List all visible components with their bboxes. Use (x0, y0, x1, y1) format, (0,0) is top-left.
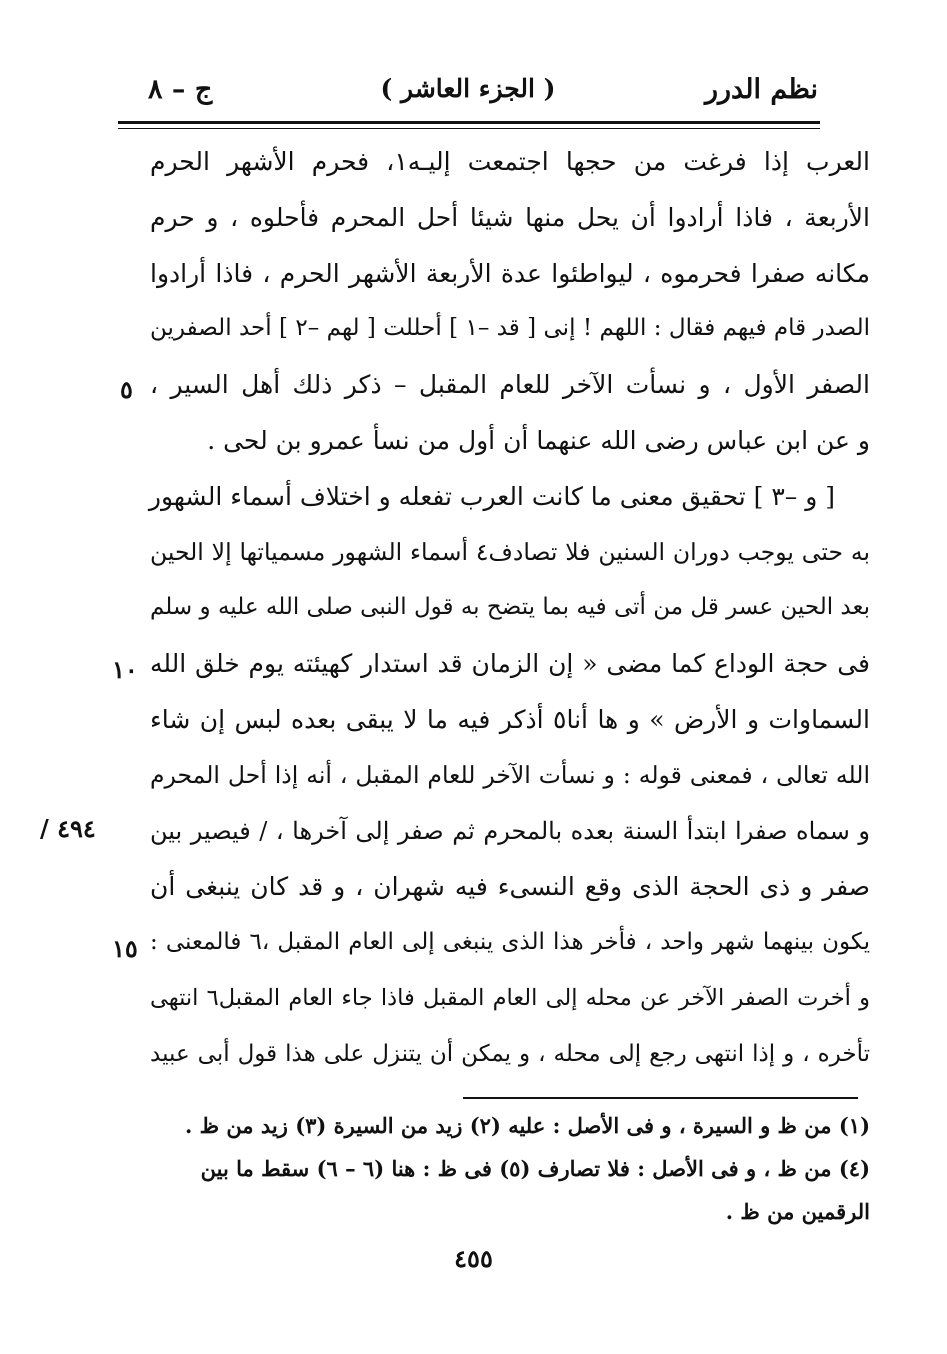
main-text (150, 134, 870, 1083)
text-line: صفر و ذى الحجة الذى وقع النسىء فيه شهران ، و قد كان ينبغى أن (150, 872, 870, 902)
text-line: به حتى يوجب دوران السنين فلا تصادف٤ أسماء الشهور مسمياتها إلا الحين (150, 537, 870, 566)
text-line: يكون بينهما شهر واحد ، فأخر هذا الذى ينبغى إلى العام المقبل ،٦ فالمعنى : (150, 929, 870, 956)
text-line: الأربعة ، فاذا أرادوا أن يحل منها شيئا أحل المحرم فأحلوه ، و حرم (150, 202, 870, 232)
footnote-line: (٤) من ظ ، و فى الأصل : فلا تصارف (٥) فى ظ : هنا (٦ – ٦) سقط ما بين (200, 1156, 870, 1181)
text-line: الصدر قام فيهم فقال : اللهم ! إنى [ قد –١ ] أحللت [ لهم –٢ ] أحد الصفرين (150, 315, 871, 342)
margin-manuscript-reference: ٤٩٤ / (40, 814, 96, 843)
text-line: فى حجة الوداع كما مضى « إن الزمان قد استدار كهيئته يوم خلق الله (150, 649, 870, 679)
text-line: تأخره ، و إذا انتهى رجع إلى محله ، و يمكن أن يتنزل على هذا قول أبى عبيد (150, 1040, 870, 1067)
book-title: نظم الدرر (704, 74, 818, 105)
text-line: السماوات و الأرض » و ها أنا٥ أذكر فيه ما لا يبقى بعده لبس إن شاء (150, 704, 870, 734)
section-title: ( الجزء العاشر ) (380, 74, 556, 103)
text-line: الصفر الأول ، و نسأت الآخر للعام المقبل – ذكر ذلك أهل السير ، (150, 370, 870, 400)
header-rule-thick (118, 121, 820, 124)
text-line: و أخرت الصفر الآخر عن محله إلى العام المقبل فاذا جاء العام المقبل٦ انتهى (150, 984, 870, 1011)
text-line: العرب إذا فرغت من حجها اجتمعت إليـه١، فحرم الأشهر الحرم (150, 147, 870, 176)
line-number-10: ١٠ (112, 655, 138, 684)
text-line: [ و –٣ ] تحقيق معنى ما كانت العرب تفعله و اختلاف أسماء الشهور (148, 481, 835, 511)
text-line: و عن ابن عباس رضى الله عنهما أن أول من نسأ عمرو بن لحى . (207, 425, 870, 455)
footnote-separator (463, 1097, 858, 1099)
line-number-5: ٥ (120, 375, 133, 404)
text-line: الله تعالى ، فمعنى قوله : و نسأت الآخر للعام المقبل ، أنه إذا أحل المحرم (150, 760, 870, 789)
volume-label: ج – ٨ (148, 74, 213, 105)
header-rule-thin (118, 128, 820, 129)
footnote-line: (١) من ظ و السيرة ، و فى الأصل : عليه (٢) زيد من السيرة (٣) زيد من ظ . (184, 1113, 870, 1138)
text-line: بعد الحين عسر قل من أتى فيه بما يتضح به قول النبى صلى الله عليه و سلم (150, 594, 870, 621)
text-line: و سماه صفرا ابتدأ السنة بعده بالمحرم ثم صفر إلى آخرها ، / فيصير بين (150, 816, 870, 845)
footnote-line: الرقمين من ظ . (725, 1199, 870, 1224)
text-line: مكانه صفرا فحرموه ، ليواطئوا عدة الأربعة الأشهر الحرم ، فاذا أرادوا (150, 258, 870, 288)
running-header (118, 70, 818, 114)
line-number-15: ١٥ (112, 934, 138, 963)
footnotes (150, 1104, 870, 1233)
page-number: ٤٥٥ (454, 1244, 493, 1273)
